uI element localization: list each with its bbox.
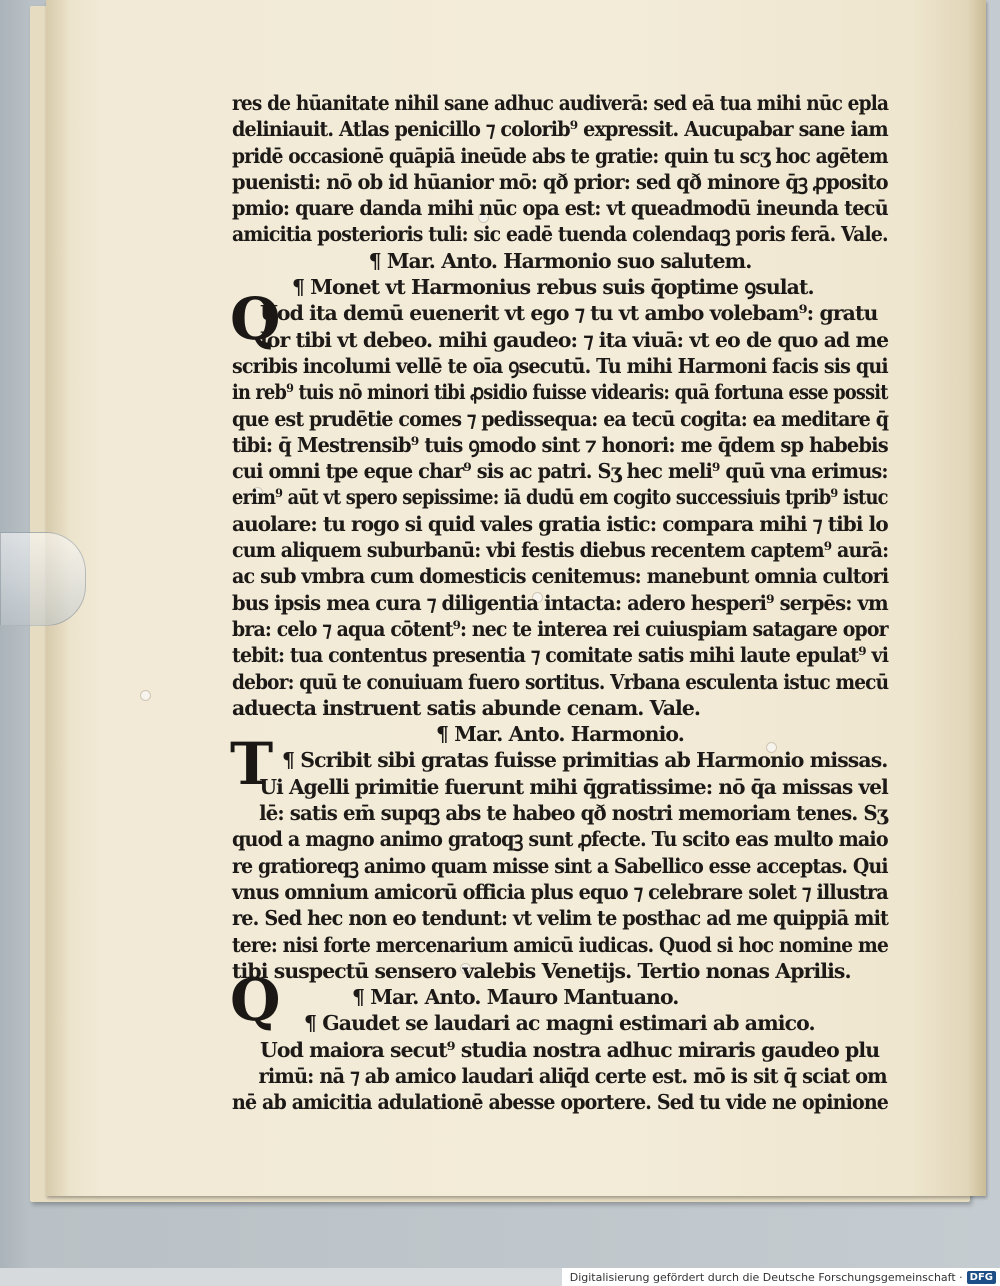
letter-heading-line: ¶ Gaudet se laudari ac magni estimari ab amico. bbox=[304, 1011, 815, 1036]
text-line: ac sub vmbra cum domesticis cenitemus: manebunt omnia cultori bbox=[232, 564, 889, 589]
text-line: auolare: tu rogo si quid vales gratia istic: compara mihi ⁊ tibi lo bbox=[232, 511, 888, 536]
text-line: rimū: nā ⁊ ab amico laudari aliq̄d certe est. mō is sit q̄ sciat om bbox=[258, 1063, 887, 1088]
text-line: Ui Agelli primitie fuerunt mihi q̄gratissime: nō q̄a missas vel bbox=[259, 774, 888, 799]
text-line: re. Sed hec non eo tendunt: vt velim te posthac ad me quippiā mit bbox=[232, 906, 889, 931]
text-line: cum aliquem suburbanū: vbi festis diebus recentem captem⁹ aurā: bbox=[232, 538, 889, 563]
text-line: quod a magno animo gratoqꝫ sunt ꝓfecte. Tu scito eas multo maio bbox=[232, 827, 888, 852]
text-line: re gratioreqꝫ animo quam misse sint a Sabellico esse acceptas. Qui bbox=[232, 853, 888, 878]
text-line: vnus omnium amicorū officia plus equo ⁊ celebrare solet ⁊ illustra bbox=[232, 879, 888, 904]
text-line: tere: nisi forte mercenarium amicū iudicas. Quod si hoc nomine me bbox=[232, 932, 889, 957]
credit-text: Digitalisierung gefördert durch die Deutsche Forschungsgemeinschaft · bbox=[569, 1270, 963, 1284]
initial-q-2: Q bbox=[230, 966, 281, 1034]
text-line: lor tibi vt debeo. mihi gaudeo: ⁊ ita viuā: vt eo de quo ad me bbox=[259, 327, 889, 352]
page-holder-clip bbox=[0, 532, 86, 626]
initial-t: T bbox=[230, 730, 274, 798]
letter-heading-line: ¶ Mar. Anto. Mauro Mantuano. bbox=[352, 985, 679, 1010]
letter-heading-line: ¶ Scribit sibi gratas fuisse primitias ab Harmonio missas. bbox=[282, 748, 888, 773]
text-line: pridē occasionē quāpiā ineūde abs te gratie: quin tu scʒ hoc agētem bbox=[232, 143, 888, 168]
text-line: bra: celo ⁊ aqua cōtent⁹: nec te interea rei cuiuspiam satagare opor bbox=[232, 616, 888, 641]
text-line: cui omni tpe eque char⁹ sis ac patri. Sʒ hec meli⁹ quū vna erimus: bbox=[232, 459, 888, 484]
text-line: aduecta instruent satis abunde cenam. Vale. bbox=[232, 695, 701, 720]
page-edge-shadow bbox=[968, 0, 986, 1196]
text-line: tibi: q̄ Mestrensib⁹ tuis ꝯmodo sint ⁊ honori: me q̄dem sp habebis bbox=[232, 432, 888, 457]
letter-heading-line: ¶ Monet vt Harmonius rebus suis q̄optime ꝯsulat. bbox=[292, 275, 814, 300]
text-line: deliniauit. Atlas penicillo ⁊ colorib⁹ expressit. Aucupabar sane iam bbox=[232, 117, 888, 142]
text-line: tebit: tua contentus presentia ⁊ comitate satis mihi laute epulat⁹ vi bbox=[232, 643, 889, 668]
letter-text bbox=[232, 90, 888, 1116]
dfg-logo: DFG bbox=[967, 1271, 996, 1284]
text-line: amicitia posterioris tuli: sic eadē tuenda colendaqꝫ poris ferā. Vale. bbox=[232, 222, 888, 247]
initial-q-1: Q bbox=[230, 285, 281, 353]
letter-heading-line: ¶ Mar. Anto. Harmonio suo salutem. bbox=[368, 248, 752, 273]
text-line: tibi suspectū sensero valebis Venetijs. Tertio nonas Aprilis. bbox=[232, 958, 851, 983]
text-line: lē: satis em̄ supqꝫ abs te habeo qð nostri memoriam tenes. Sʒ bbox=[259, 801, 888, 826]
text-line: Uod ita demū euenerit vt ego ⁊ tu vt ambo volebam⁹: gratu bbox=[260, 301, 878, 326]
text-line: erim⁹ aūt vt spero sepissime: iā dudū em cogito successiuis tprib⁹ istuc bbox=[232, 485, 888, 510]
text-line: in reb⁹ tuis nō minori tibi ꝓsidio fuisse videaris: quā fortuna esse possit bbox=[232, 380, 888, 405]
text-line: nē ab amicitia adulationē abesse oportere. Sed tu vide ne opinione bbox=[232, 1090, 889, 1115]
paper-hole bbox=[140, 690, 151, 701]
letter-heading-line: ¶ Mar. Anto. Harmonio. bbox=[436, 722, 684, 747]
text-line: scribis incolumi vellē te oīa ꝯsecutū. Tu mihi Harmoni facis sis qui bbox=[232, 353, 888, 378]
text-line: res de hūanitate nihil sane adhuc audiverā: sed eā tua mihi nūc epla bbox=[232, 91, 889, 115]
text-line: pmio: quare danda mihi nūc opa est: vt queadmodū ineunda tecū bbox=[232, 196, 888, 221]
text-line: bus ipsis mea cura ⁊ diligentia intacta: adero hesperi⁹ serpēs: vm bbox=[232, 590, 888, 615]
text-line: debor: quū te conuiuam fuero sortitus. Vrbana esculenta istuc mecū bbox=[232, 669, 889, 694]
text-line: puenisti: nō ob id hūanior mō: qð prior: sed qð minore q̄ꝫ ꝓposito bbox=[232, 169, 888, 194]
text-line: Uod maiora secut⁹ studia nostra adhuc miraris gaudeo plu bbox=[260, 1037, 880, 1062]
text-line: que est prudētie comes ⁊ pedissequa: ea tecū cogita: ea meditare q̄ bbox=[232, 406, 889, 431]
digitization-credit bbox=[562, 1268, 1000, 1286]
